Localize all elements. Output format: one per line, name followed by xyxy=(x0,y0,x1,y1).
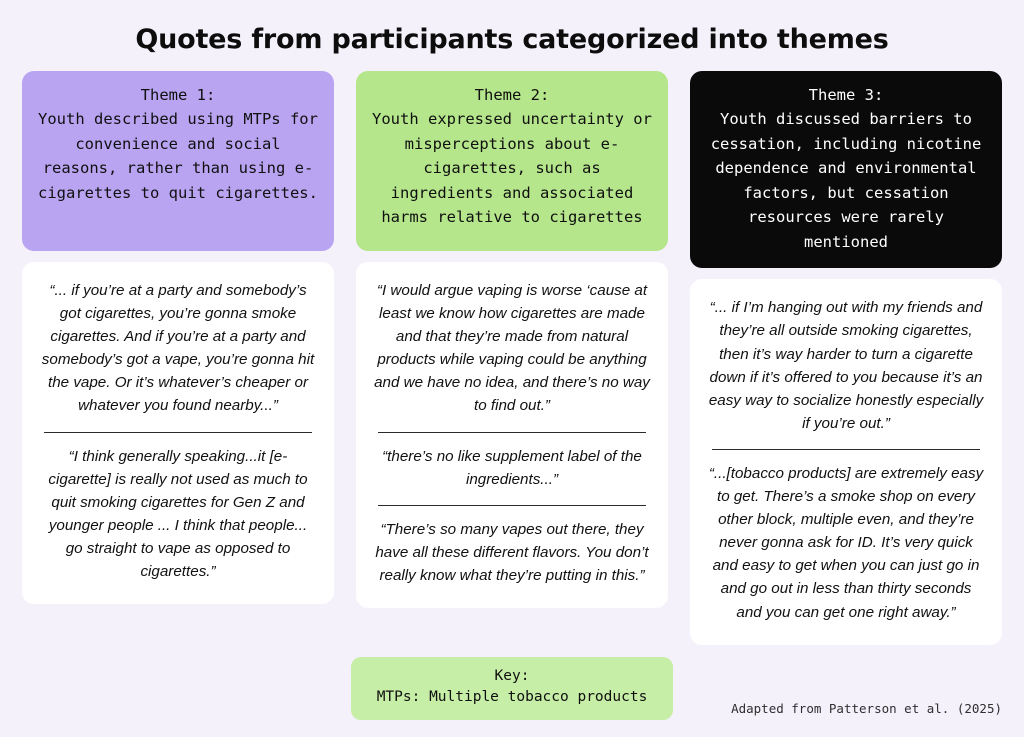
quote-divider xyxy=(378,505,646,506)
key-text: MTPs: Multiple tobacco products xyxy=(376,689,648,706)
quote-divider xyxy=(712,449,980,450)
theme-label-1: Theme 1: xyxy=(140,86,216,104)
key-box xyxy=(351,657,674,721)
quotes-card-3 xyxy=(690,279,1002,644)
theme-label-2: Theme 2: xyxy=(474,86,550,104)
source-credit: Adapted from Patterson et al. (2025) xyxy=(731,701,1003,717)
quote-3-2: “...[tobacco products] are extremely easy to get. There’s a smoke shop on every other block, multiple even, and they’re never gonna ask for ID. It’s very quick and easy to get when you can just go in and go out in less than thirty seconds and you can get one right away.” xyxy=(708,464,984,621)
quotes-card-1 xyxy=(22,262,334,604)
quote-3-1: “... if I’m hanging out with my friends and they’re all outside smoking cigarettes, then it’s way harder to turn a cigarette down if it’s offered to you because it’s an easy way to socialize honestly especially if you’re out.” xyxy=(708,299,984,432)
quotes-card-2 xyxy=(356,262,668,608)
key-title: Key: xyxy=(494,667,530,684)
theme-header-2 xyxy=(356,71,668,251)
theme-description-2: Youth expressed uncertainty or misperceptions about e-cigarettes, such as ingredients and associated harms relative to cigarettes xyxy=(372,110,652,227)
theme-description-3: Youth discussed barriers to cessation, including nicotine dependence and environmental factors, but cessation resources were rarely mentioned xyxy=(710,110,982,251)
quote-2-3: “There’s so many vapes out there, they have all these different flavors. You don’t really know what they’re putting in this.” xyxy=(375,520,649,584)
quote-2-2: “there’s no like supplement label of the ingredients...” xyxy=(382,447,642,488)
quote-2-1: “I would argue vaping is worse ‘cause at least we know how cigarettes are made and that they’re made from natural products while vaping could be anything and we have no idea, and there’s no way to find out.” xyxy=(374,282,650,415)
quote-divider xyxy=(44,432,312,433)
quote-divider xyxy=(378,432,646,433)
theme-column-3 xyxy=(690,71,1002,645)
theme-header-1 xyxy=(22,71,334,251)
page-title: Quotes from participants categorized into themes xyxy=(135,24,889,55)
theme-columns xyxy=(22,71,1002,645)
footer-row xyxy=(22,657,1002,721)
quote-1-2: “I think generally speaking...it [e-cigarette] is really not used as much to quit smoking cigarettes for Gen Z and younger people ... I think that people... go straight to vape as opposed to cigarettes.” xyxy=(48,447,308,581)
theme-label-3: Theme 3: xyxy=(808,86,884,104)
theme-column-1 xyxy=(22,71,334,604)
quote-1-1: “... if you’re at a party and somebody’s got cigarettes, you’re gonna smoke cigarettes. And if you’re at a party and somebody’s got a vape, you’re gonna hit the vape. Or it’s whatever’s cheaper or whatever you found nearby...” xyxy=(41,282,315,415)
theme-column-2 xyxy=(356,71,668,608)
theme-header-3 xyxy=(690,71,1002,268)
credit-wrap xyxy=(695,701,1002,720)
theme-description-1: Youth described using MTPs for convenience and social reasons, rather than using e-cigarettes to quit cigarettes. xyxy=(38,110,318,202)
